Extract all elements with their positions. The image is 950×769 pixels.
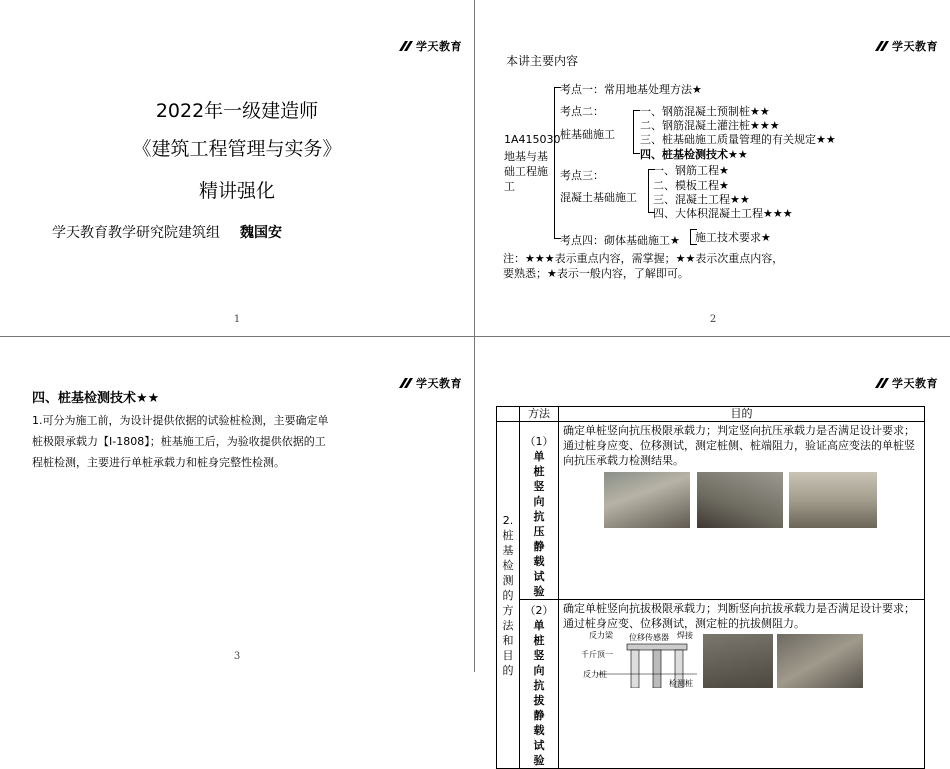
purpose-cell	[559, 422, 925, 600]
brand-logo-icon	[875, 378, 889, 388]
label-reaction-beam: 反力梁	[589, 631, 613, 640]
brand-logo	[399, 38, 462, 54]
key-point-3-label: 考点三：	[560, 169, 604, 182]
course-year-title: 2022年一级建造师	[155, 100, 319, 122]
brand-name: 学天教育	[892, 40, 938, 53]
test-site-photo	[697, 472, 783, 528]
table-row	[497, 600, 925, 769]
method-name: 单桩竖向抗压静载试验	[533, 450, 545, 598]
slide-2	[476, 0, 950, 335]
brand-name: 学天教育	[416, 377, 462, 390]
outline-heading: 本讲主要内容	[506, 54, 579, 68]
kp3-brace	[648, 169, 649, 213]
root-title-3: 工	[504, 180, 515, 193]
label-displacement-sensor: 位移传感器	[629, 633, 669, 642]
group-label: 2.桩基检测的方法和目的	[502, 513, 514, 677]
key-point-3-name: 混凝土基础施工	[560, 191, 637, 204]
kp3-item: 三、混凝土工程★★	[653, 193, 750, 206]
header-method: 方法	[520, 407, 559, 422]
brand-logo	[875, 375, 938, 391]
method-number: （2）	[524, 604, 554, 617]
label-test-pile: 检测桩	[669, 679, 693, 688]
brand-logo-icon	[875, 41, 889, 51]
course-type-title: 精讲强化	[198, 180, 275, 202]
page-number: 3	[233, 651, 241, 662]
label-reaction-pile: 反力桩	[583, 670, 607, 679]
key-point-2-name: 桩基础施工	[560, 128, 615, 141]
brand-logo	[399, 375, 462, 391]
label-weld: 焊接	[677, 631, 693, 640]
test-site-photo	[789, 472, 877, 528]
purpose-text: 确定单桩竖向抗压极限承载力；判定竖向抗压承载力是否满足设计要求；通过桩身应变、位移测试，测定桩侧、桩端阻力，验证高应变法的单桩竖向抗压承载力检测结果。	[563, 424, 915, 467]
uplift-test-diagram	[581, 631, 697, 688]
brand-logo-icon	[399, 378, 413, 388]
kp2-brace	[633, 110, 634, 154]
method-number: （1）	[524, 435, 554, 448]
kp3-item: 一、钢筋工程★	[653, 164, 729, 177]
key-point-4: 考点四：砌体基础施工★	[560, 234, 680, 247]
key-point-2-label: 考点二：	[560, 105, 604, 118]
kp2-item: 一、钢筋混凝土预制桩★★	[640, 105, 770, 118]
group-label-cell	[497, 422, 520, 769]
photo-strip	[559, 472, 924, 528]
table-header-row	[497, 407, 925, 422]
method-name: 单桩竖向抗拔静载试验	[533, 619, 545, 767]
author-line	[52, 222, 282, 242]
root-title-2: 础工程施	[504, 165, 548, 178]
legend-note-2: 要熟悉；★表示一般内容，了解即可。	[503, 267, 689, 280]
author-org: 学天教育教学研究院建筑组	[52, 225, 220, 241]
author-name: 魏国安	[240, 225, 282, 241]
brand-name: 学天教育	[416, 40, 462, 53]
root-brace	[554, 87, 555, 239]
header-purpose: 目的	[559, 407, 925, 422]
kp3-item: 四、大体积混凝土工程★★★	[653, 207, 793, 220]
kp2-item: 三、桩基础施工质量管理的有关规定★★	[640, 133, 836, 146]
brand-logo-icon	[399, 41, 413, 51]
uplift-site-photo	[703, 634, 773, 688]
brand-name: 学天教育	[892, 377, 938, 390]
page-number: 1	[233, 314, 241, 325]
section-heading: 四、桩基检测技术★★	[32, 391, 160, 406]
section-body: 1.可分为施工前，为设计提供依据的试验桩检测，主要确定单桩极限承载力【Ⅰ-1808】；桩基施工后，为验收提供依据的工程桩检测，主要进行单桩承载力和桩身完整性检测。	[32, 414, 329, 469]
key-point-1: 考点一：常用地基处理方法★	[560, 83, 702, 96]
uplift-test-figures	[559, 631, 924, 690]
kp3-item: 二、模板工程★	[653, 179, 729, 192]
method-cell	[520, 422, 559, 600]
legend-note-1: 注：★★★表示重点内容，需掌握；★★表示次重点内容，	[503, 252, 784, 265]
purpose-text: 确定单桩竖向抗拔极限承载力；判断竖向抗拔承载力是否满足设计要求；通过桩身应变、位移测试，测定桩的抗拔侧阻力。	[563, 602, 915, 630]
brand-logo	[875, 38, 938, 54]
slide-1	[0, 0, 474, 335]
label-jack: 千斤顶一	[581, 650, 613, 659]
kp4-item: 施工技术要求★	[695, 231, 771, 244]
root-title-1: 地基与基	[504, 150, 548, 163]
uplift-site-photo	[777, 634, 863, 688]
course-subject-title: 《建筑工程管理与实务》	[132, 138, 342, 160]
method-cell	[520, 600, 559, 769]
table-row	[497, 422, 925, 600]
kp4-brace	[690, 229, 691, 245]
purpose-cell	[559, 600, 925, 769]
kp2-item: 四、桩基检测技术★★	[640, 148, 748, 161]
detection-methods-table	[496, 406, 925, 769]
page-number: 2	[709, 314, 717, 325]
root-code: 1A415030	[504, 133, 561, 146]
test-site-photo	[604, 472, 690, 528]
header-blank	[497, 407, 520, 422]
kp2-item: 二、钢筋混凝土灌注桩★★★	[640, 119, 780, 132]
